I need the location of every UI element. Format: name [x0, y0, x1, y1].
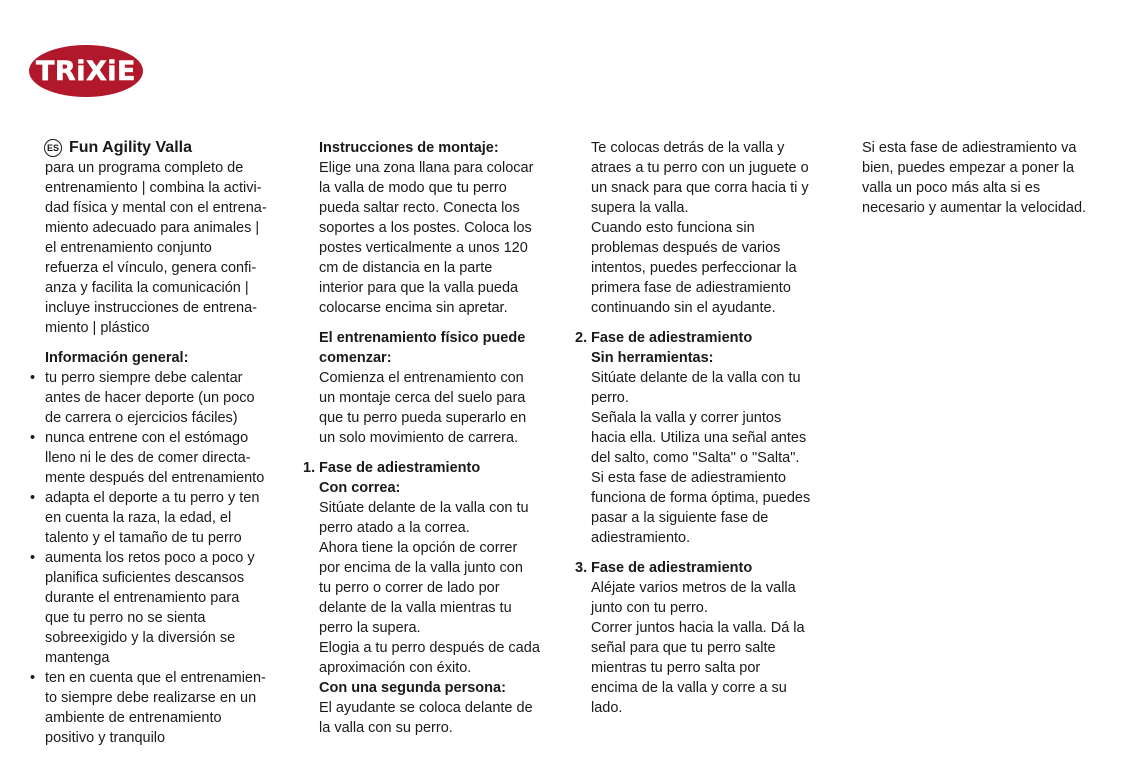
text-line: Elogia a tu perro después de cada: [319, 640, 540, 656]
phase-2-subheading: Sin herramientas:: [591, 350, 714, 366]
assembly-heading: Instrucciones de montaje:: [319, 140, 499, 156]
text-line: lleno ni le des de comer directa-: [45, 450, 251, 466]
text-line: Correr juntos hacia la valla. Dá la: [591, 620, 805, 636]
text-line: Comienza el entrenamiento con: [319, 370, 524, 386]
text-line: delante de la valla mientras tu: [319, 600, 512, 616]
text-line: incluye instrucciones de entrena-: [45, 300, 257, 316]
text-line: entrenamiento | combina la activi-: [45, 180, 262, 196]
text-line: supera la valla.: [591, 200, 689, 216]
text-line: continuando sin el ayudante.: [591, 300, 776, 316]
text-line: un montaje cerca del suelo para: [319, 390, 526, 406]
text-line: un solo movimiento de carrera.: [319, 430, 519, 446]
phase-2-heading: [576, 328, 826, 348]
list-item: [30, 488, 280, 548]
text-line: perro la supera.: [319, 620, 421, 636]
text-line: lado.: [591, 700, 623, 716]
text-line: Aléjate varios metros de la valla: [591, 580, 796, 596]
text-line: que tu perro pueda superarlo en: [319, 410, 527, 426]
text-line: pueda saltar recto. Conecta los: [319, 200, 520, 216]
text-line: en cuenta la raza, la edad, el: [45, 510, 232, 526]
text-line: • aumenta los retos poco a poco y: [45, 550, 255, 566]
text-line: miento adecuado para animales |: [45, 220, 260, 236]
text-line: intentos, puedes perfeccionar la: [591, 260, 797, 276]
physical-training-heading-cont: comenzar:: [319, 350, 392, 366]
column-final: [862, 138, 1102, 218]
text-line: Cuando esto funciona sin: [591, 220, 755, 236]
text-line: del salto, como "Salta" o "Salta".: [591, 450, 800, 466]
column-assembly: [304, 138, 552, 738]
phase-title: Fase de adiestramiento: [319, 460, 481, 476]
text-line: perro.: [591, 390, 629, 406]
text-line: dad física y mental con el entrena-: [45, 200, 267, 216]
logo-wordmark: TRiXiE: [36, 56, 136, 87]
text-line: interior para que la valla pueda: [319, 280, 519, 296]
text-line: cm de distancia en la parte: [319, 260, 493, 276]
phase-1-subheading: Con correa:: [319, 480, 401, 496]
text-line: atraes a tu perro con un juguete o: [591, 160, 809, 176]
text-line: funciona de forma óptima, puedes: [591, 490, 811, 506]
title-row: [44, 138, 280, 158]
column-phases: [576, 138, 826, 718]
text-line: un snack para que corra hacia ti y: [591, 180, 809, 196]
phase-title: Fase de adiestramiento: [591, 330, 753, 346]
text-line: el entrenamiento conjunto: [45, 240, 212, 256]
column-intro: [30, 138, 280, 748]
phase-number: 1.: [303, 460, 316, 476]
text-line: Elige una zona llana para colocar: [319, 160, 534, 176]
list-item: [30, 368, 280, 428]
list-item: [30, 548, 280, 668]
text-line: para un programa completo de: [45, 160, 244, 176]
phase-number: 3.: [575, 560, 588, 576]
text-line: Ahora tiene la opción de correr: [319, 540, 518, 556]
text-line: to siempre debe realizarse en un: [45, 690, 257, 706]
text-line: mientras tu perro salta por: [591, 660, 761, 676]
text-line: junto con tu perro.: [591, 600, 708, 616]
text-line: primera fase de adiestramiento: [591, 280, 791, 296]
text-line: • ten en cuenta que el entrenamien-: [45, 670, 266, 686]
text-line: • nunca entrene con el estómago: [45, 430, 249, 446]
phase-number: 2.: [575, 330, 588, 346]
product-title: Fun Agility Valla: [69, 139, 192, 156]
text-line: positivo y tranquilo: [45, 730, 166, 746]
intro-text: [30, 158, 280, 338]
text-line: • adapta el deporte a tu perro y ten: [45, 490, 260, 506]
text-line: planifica suficientes descansos: [45, 570, 245, 586]
text-line: refuerza el vínculo, genera confi-: [45, 260, 257, 276]
text-line: tu perro o correr de lado por: [319, 580, 500, 596]
text-line: mente después del entrenamiento: [45, 470, 265, 486]
physical-training-heading: El entrenamiento físico puede: [319, 330, 526, 346]
second-person-heading: Con una segunda persona:: [319, 680, 506, 696]
text-line: bien, puedes empezar a poner la: [862, 160, 1075, 176]
text-line: aproximación con éxito.: [319, 660, 472, 676]
text-line: sobreexigido y la diversión se: [45, 630, 236, 646]
text-line: Si esta fase de adiestramiento: [591, 470, 787, 486]
text-line: señal para que tu perro salte: [591, 640, 776, 656]
text-line: problemas después de varios: [591, 240, 781, 256]
text-line: por encima de la valla junto con: [319, 560, 523, 576]
text-line: antes de hacer deporte (un poco: [45, 390, 255, 406]
text-line: de carrera o ejercicios fáciles): [45, 410, 238, 426]
text-line: talento y el tamaño de tu perro: [45, 530, 242, 546]
text-line: Si esta fase de adiestramiento va: [862, 140, 1077, 156]
text-line: necesario y aumentar la velocidad.: [862, 200, 1087, 216]
text-line: ambiente de entrenamiento: [45, 710, 222, 726]
text-line: hacia ella. Utiliza una señal antes: [591, 430, 807, 446]
phase-3-heading: [576, 558, 826, 578]
text-line: anza y facilita la comunicación |: [45, 280, 249, 296]
text-line: adiestramiento.: [591, 530, 691, 546]
text-line: • tu perro siempre debe calentar: [45, 370, 243, 386]
text-line: El ayudante se coloca delante de: [319, 700, 533, 716]
general-info-list: [30, 368, 280, 748]
text-line: Te colocas detrás de la valla y: [591, 140, 785, 156]
text-line: mantenga: [45, 650, 110, 666]
phase-title: Fase de adiestramiento: [591, 560, 753, 576]
text-line: miento | plástico: [45, 320, 150, 336]
list-item: [30, 668, 280, 748]
language-badge: ES: [44, 139, 62, 157]
list-item: [30, 428, 280, 488]
text-line: pasar a la siguiente fase de: [591, 510, 769, 526]
text-line: valla un poco más alta si es: [862, 180, 1041, 196]
text-line: postes verticalmente a unos 120: [319, 240, 528, 256]
text-line: Sitúate delante de la valla con tu: [591, 370, 801, 386]
text-line: Señala la valla y correr juntos: [591, 410, 782, 426]
text-line: la valla de modo que tu perro: [319, 180, 507, 196]
text-line: Sitúate delante de la valla con tu: [319, 500, 529, 516]
text-line: perro atado a la correa.: [319, 520, 470, 536]
text-line: colocarse encima sin apretar.: [319, 300, 508, 316]
phase-1-heading: [304, 458, 552, 478]
general-info-heading: Información general:: [45, 350, 189, 366]
text-line: soportes a los postes. Coloca los: [319, 220, 532, 236]
text-line: durante el entrenamiento para: [45, 590, 240, 606]
text-line: que tu perro no se sienta: [45, 610, 206, 626]
trixie-logo: [28, 44, 144, 98]
text-line: encima de la valla y corre a su: [591, 680, 787, 696]
text-line: la valla con su perro.: [319, 720, 453, 736]
